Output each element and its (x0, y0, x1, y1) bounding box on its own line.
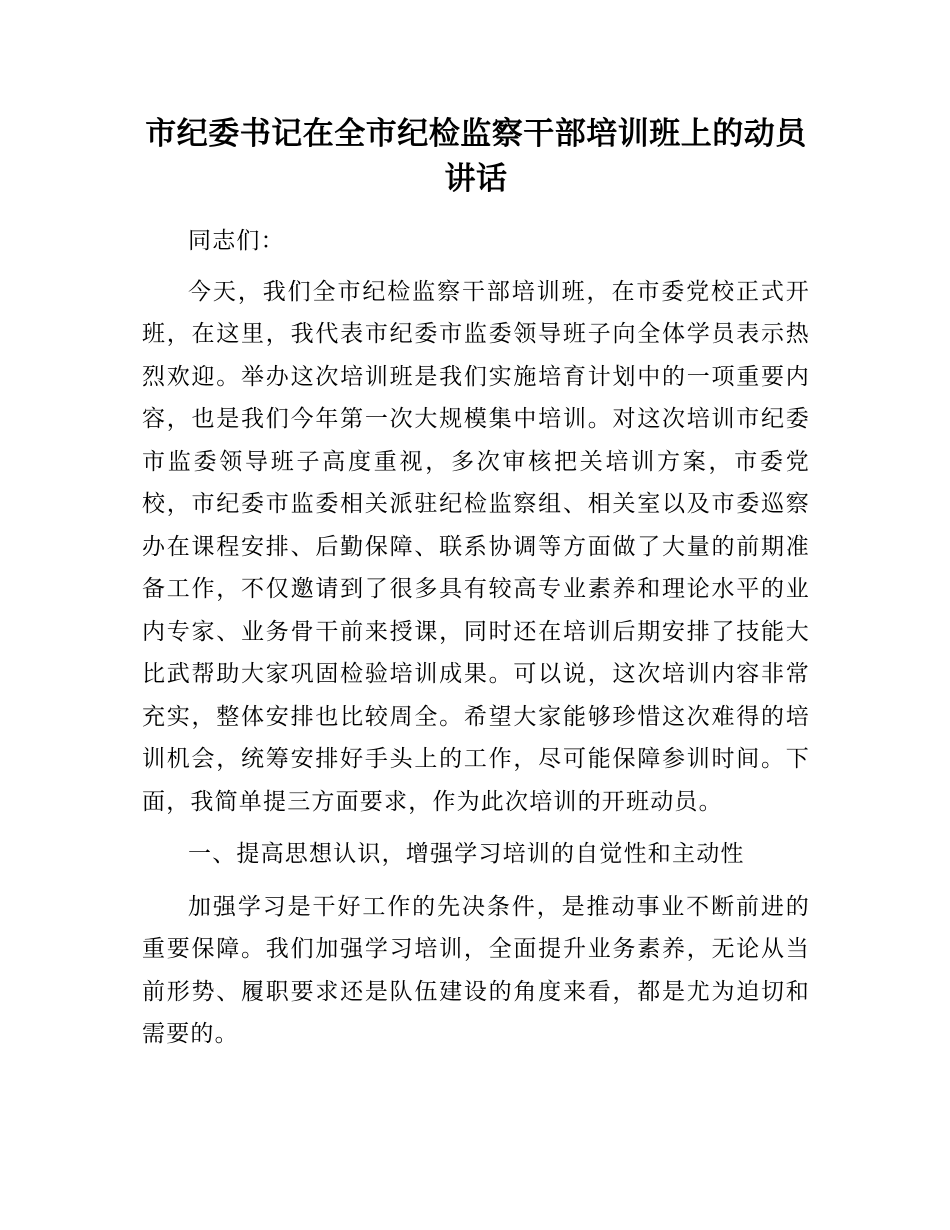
section-heading: 一、提高思想认识，增强学习培训的自觉性和主动性 (188, 841, 745, 867)
document-page (142, 112, 810, 1064)
section-paragraph: 加强学习是干好工作的先决条件，是推动事业不断前进的重要保障。我们加强学习培训，全面提升业务素养，无论从当前形势、履职要求还是队伍建设的角度来看，都是尤为迫切和需要的。 (142, 893, 810, 1047)
document-title: 市纪委书记在全市纪检监察干部培训班上的动员讲话 (145, 116, 807, 197)
greeting: 同志们： (188, 228, 285, 254)
body-paragraph: 今天，我们全市纪检监察干部培训班，在市委党校正式开班，在这里，我代表市纪委市监委领导班子向全体学员表示热烈欢迎。举办这次培训班是我们实施培育计划中的一项重要内容，也是我们今年第一次大规模集中培训。对这次培训市纪委市监委领导班子高度重视，多次审核把关培训方案，市委党校，市纪委市监委相关派驻纪检监察组、相关室以及市委巡察办在课程安排、后勤保障、联系协调等方面做了大量的前期准备工作，不仅邀请到了很多具有较高专业素养和理论水平的业内专家、业务骨干前来授课，同时还在培训后期安排了技能大比武帮助大家巩固检验培训成果。可以说，这次培训内容非常充实，整体安排也比较周全。希望大家能够珍惜这次难得的培训机会，统筹安排好手头上的工作，尽可能保障参训时间。下面，我简单提三方面要求，作为此次培训的开班动员。 (142, 278, 810, 815)
